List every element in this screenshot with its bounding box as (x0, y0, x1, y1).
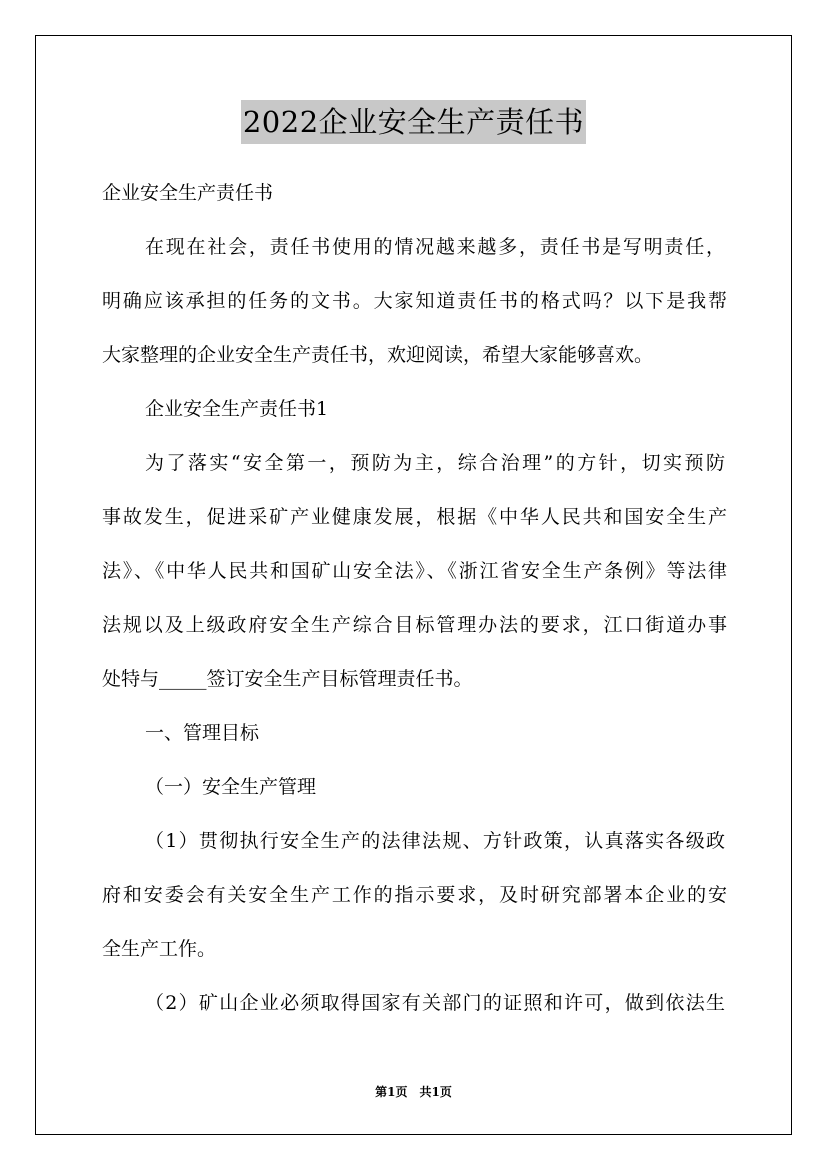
section-heading: 企业安全生产责任书1 (145, 398, 329, 420)
paragraph-line: 明确应该承担的任务的文书。大家知道责任书的格式吗？以下是我帮 (102, 290, 727, 312)
paragraph-line: 大家整理的企业安全生产责任书，欢迎阅读，希望大家能够喜欢。 (102, 344, 654, 366)
paragraph-line: （2）矿山企业必须取得国家有关部门的证照和许可，做到依法生 (145, 992, 725, 1014)
subtitle-line: 企业安全生产责任书 (102, 182, 274, 204)
paragraph-line: 法规以及上级政府安全生产综合目标管理办法的要求，江口街道办事 (102, 614, 727, 636)
subsection-heading: （一）安全生产管理 (145, 776, 317, 798)
title-container (0, 100, 827, 144)
document-title: 2022企业安全生产责任书 (241, 100, 586, 144)
paragraph-line: 为了落实“安全第一，预防为主，综合治理”的方针，切实预防 (145, 452, 725, 474)
paragraph-line: 全生产工作。 (102, 938, 217, 960)
paragraph-line: 府和安委会有关安全生产工作的指示要求，及时研究部署本企业的安 (102, 884, 727, 906)
page-footer (0, 1084, 827, 1100)
paragraph-line: 处特与_____签订安全生产目标管理责任书。 (102, 668, 473, 690)
paragraph-line: 法》、《中华人民共和国矿山安全法》、《浙江省安全生产条例》等法律 (102, 560, 727, 582)
paragraph-line: 事故发生，促进采矿产业健康发展，根据《中华人民共和国安全生产 (102, 506, 727, 528)
section-heading: 一、管理目标 (145, 722, 260, 744)
paragraph-line: 在现在社会，责任书使用的情况越来越多，责任书是写明责任， (145, 236, 725, 258)
paragraph-line: （1）贯彻执行安全生产的法律法规、方针政策，认真落实各级政 (145, 830, 725, 852)
page-number: 第1页 共1页 (375, 1085, 452, 1099)
